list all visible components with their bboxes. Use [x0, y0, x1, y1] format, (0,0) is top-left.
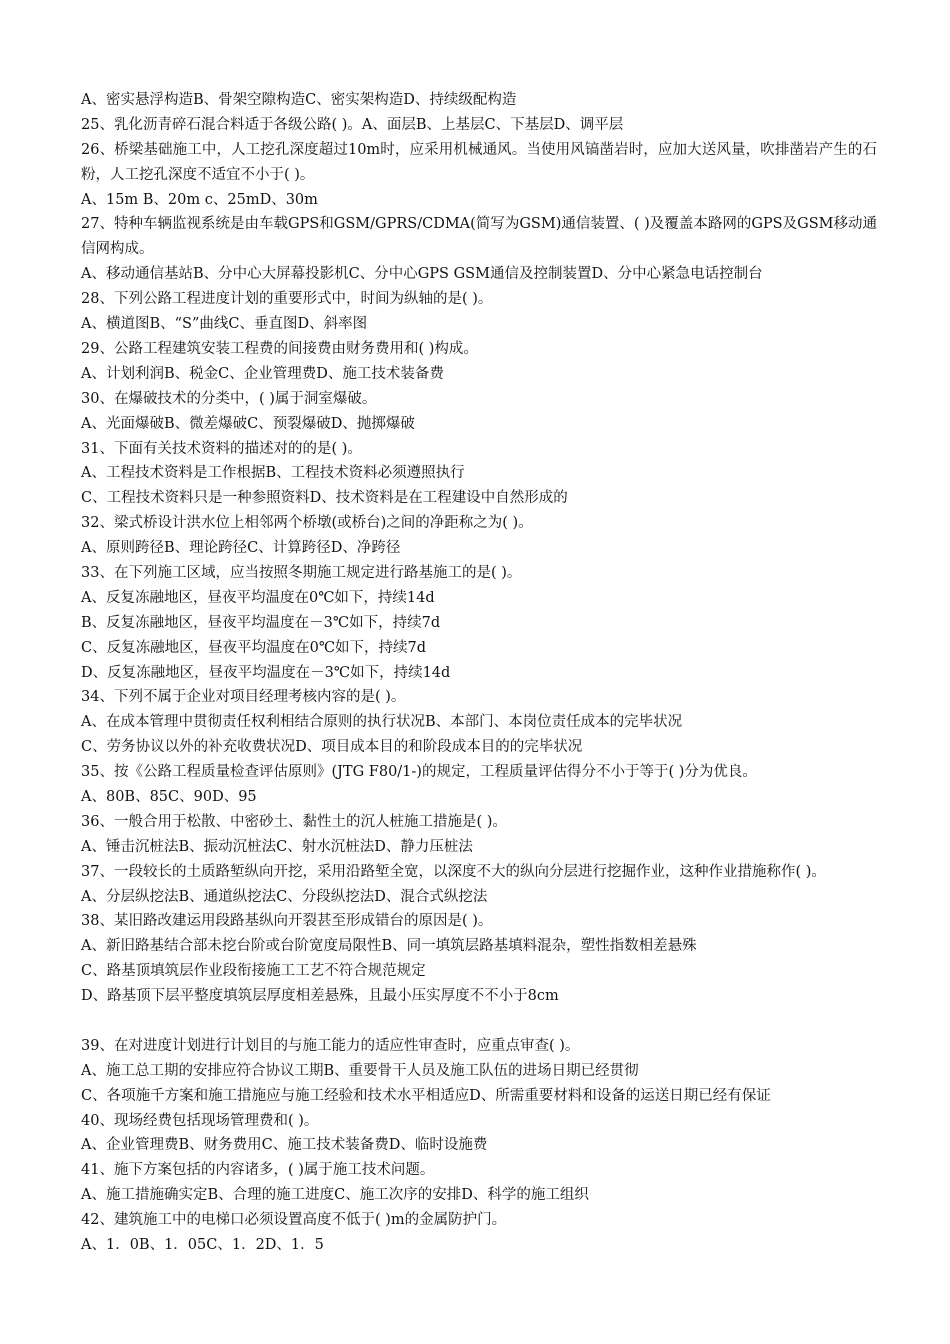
options-39-a: A、施工总工期的安排应符合协议工期B、重要骨干人员及施工队伍的进场日期已经贯彻	[81, 1062, 639, 1079]
question-36: 36、一般合用于松散、中密砂土、黏性土的沉人桩施工措施是( )。	[81, 813, 507, 830]
options-40: A、企业管理费B、财务费用C、施工技术装备费D、临时设施费	[81, 1137, 488, 1154]
options-41: A、施工措施确实定B、合理的施工进度C、施工次序的安排D、科学的施工组织	[81, 1187, 589, 1204]
question-27: 27、特种车辆监视系统是由车载GPS和GSM/GPRS/CDMA(简写为GSM)通信装置、( )及覆盖本路网的GPS及GSM移动通信网构成。	[81, 216, 877, 258]
question-34: 34、下列不属于企业对项目经理考核内容的是( )。	[81, 689, 406, 706]
question-35: 35、按《公路工程质量检查评估原则》(JTG F80/1-)的规定，工程质量评估得分不小于等于( )分为优良。	[81, 764, 757, 781]
options-26: A、15m B、20m c、25mD、30m	[81, 191, 318, 208]
options-38-a: A、新旧路基结合部未挖台阶或台阶宽度局限性B、同一填筑层路基填料混杂，塑性指数相差悬殊	[81, 938, 697, 955]
question-40: 40、现场经费包括现场管理费和( )。	[81, 1112, 319, 1129]
option-33-b: B、反复冻融地区，昼夜平均温度在－3℃如下，持续7d	[81, 614, 441, 631]
option-38-d: D、路基顶下层平整度填筑层厚度相差悬殊，且最小压实厚度不不小于8cm	[81, 988, 559, 1005]
text-line: A、密实悬浮构造B、骨架空隙构造C、密实架构造D、持续级配构造	[81, 92, 517, 108]
option-33-a: A、反复冻融地区，昼夜平均温度在0℃如下，持续14d	[81, 589, 435, 606]
option-33-d: D、反复冻融地区，昼夜平均温度在－3℃如下，持续14d	[81, 664, 451, 681]
question-39: 39、在对进度计划进行计划目的与施工能力的适应性审查时，应重点审查( )。	[81, 1037, 580, 1054]
option-33-c: C、反复冻融地区，昼夜平均温度在0℃如下，持续7d	[81, 639, 427, 656]
question-33: 33、在下列施工区域，应当按照冬期施工规定进行路基施工的是( )。	[81, 564, 522, 581]
options-34-a: A、在成本管理中贯彻责任权利相结合原则的执行状况B、本部门、本岗位责任成本的完毕状况	[81, 714, 683, 731]
options-27: A、移动通信基站B、分中心大屏幕投影机C、分中心GPS GSM通信及控制装置D、分中心紧急电话控制台	[81, 266, 763, 283]
options-32: A、原则跨径B、理论跨径C、计算跨径D、净跨径	[81, 540, 401, 557]
options-29: A、计划利润B、税金C、企业管理费D、施工技术装备费	[81, 365, 444, 382]
question-29: 29、公路工程建筑安装工程费的间接费由财务费用和( )构成。	[81, 340, 478, 357]
blank-line	[81, 1009, 881, 1034]
options-31-a: A、工程技术资料是工作根据B、工程技术资料必须遵照执行	[81, 465, 465, 482]
question-30: 30、在爆破技术的分类中，( )属于洞室爆破。	[81, 390, 377, 407]
question-25: 25、乳化沥青碎石混合料适于各级公路( )。A、面层B、上基层C、下基层D、调平层	[81, 116, 624, 133]
question-26: 26、桥梁基础施工中，人工挖孔深度超过10m时，应采用机械通风。当使用风镐凿岩时，应加大送风量，吹排凿岩产生的石粉，人工挖孔深度不适宜不小于( )。	[81, 141, 877, 183]
option-38-c: C、路基顶填筑层作业段衔接施工工艺不符合规范规定	[81, 963, 426, 980]
options-28: A、横道图B、“S”曲线C、垂直图D、斜率图	[81, 316, 368, 333]
options-35: A、80B、85C、90D、95	[81, 789, 257, 805]
question-38: 38、某旧路改建运用段路基纵向开裂甚至形成错台的原因是( )。	[81, 913, 493, 930]
options-39-c: C、各项施千方案和施工措施应与施工经验和技术水平相适应D、所需重要材料和设备的运送日期已经有保证	[81, 1087, 771, 1104]
question-28: 28、下列公路工程进度计划的重要形式中，时间为纵轴的是( )。	[81, 291, 493, 308]
options-31-c: C、工程技术资料只是一种参照资料D、技术资料是在工程建设中自然形成的	[81, 490, 568, 507]
question-31: 31、下面有关技术资料的描述对的的是( )。	[81, 440, 362, 457]
options-30: A、光面爆破B、微差爆破C、预裂爆破D、抛掷爆破	[81, 415, 415, 432]
options-37: A、分层纵挖法B、通道纵挖法C、分段纵挖法D、混合式纵挖法	[81, 888, 488, 905]
question-37: 37、一段较长的土质路堑纵向开挖，采用沿路堑全宽，以深度不大的纵向分层进行挖掘作业，这种作业措施称作( )。	[81, 863, 826, 880]
question-41: 41、施下方案包括的内容诸多，( )属于施工技术问题。	[81, 1162, 435, 1179]
document-body	[81, 88, 881, 1258]
options-36: A、锤击沉桩法B、振动沉桩法C、射水沉桩法D、静力压桩法	[81, 838, 473, 855]
options-42: A、1．0B、1．05C、1．2D、1．5	[81, 1237, 324, 1254]
options-34-c: C、劳务协议以外的补充收费状况D、项目成本目的和阶段成本目的的完毕状况	[81, 739, 583, 756]
question-32: 32、梁式桥设计洪水位上相邻两个桥墩(或桥台)之间的净距称之为( )。	[81, 515, 533, 532]
question-42: 42、建筑施工中的电梯口必须设置高度不低于( )m的金属防护门。	[81, 1212, 507, 1229]
